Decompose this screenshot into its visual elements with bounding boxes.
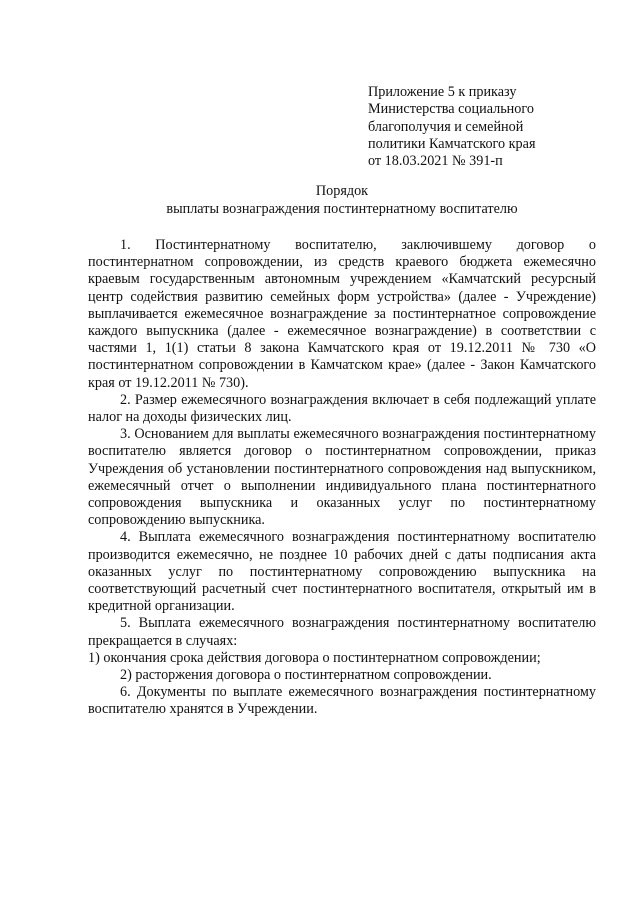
paragraph-3: 3. Основанием для выплаты ежемесячного вознаграждения постинтернатному воспитателю является договор о постинтернатном сопровождении, приказ Учреждения об установлении постинтернатного сопровождения над выпускником, ежемесячный отчет о выполнении индивидуального плана постинтернатного сопровождения выпускника и оказанных услуг по постинтернатному сопровождению выпускника. [88,426,596,529]
approval-line: от 18.03.2021 № 391-п [368,153,503,170]
paragraph-5-item-2: 2) расторжения договора о постинтернатном сопровождении. [120,667,492,684]
document-title [88,183,596,218]
paragraph-5: 5. Выплата ежемесячного вознаграждения постинтернатному воспитателю прекращается в случаях: [88,615,596,649]
paragraph-4: 4. Выплата ежемесячного вознаграждения постинтернатному воспитателю производится ежемесячно, не позднее 10 рабочих дней с даты подписания акта оказанных услуг по постинтернатному сопровождению выпускника на соответствующий расчетный счет постинтернатного воспитателя, открытый им в кредитной организации. [88,529,596,615]
title-line-2: выплаты вознаграждения постинтернатному воспитателю [166,200,518,217]
document-body [88,237,596,719]
approval-line: благополучия и семейной [368,118,524,135]
paragraph-5-item-1: 1) окончания срока действия договора о постинтернатном сопровождении; [88,649,541,666]
paragraph-1: 1. Постинтернатному воспитателю, заключившему договор о постинтернатном сопровождении, из средств краевого бюджета ежемесячно краевым государственным автономным учреждением «Камчатский ресурсный центр содействия развитию семейных форм устройства» (далее - Учреждение) выплачивается ежемесячное вознаграждение за постинтернатное сопровождение каждого выпускника (далее - ежемесячное вознаграждение) в соответствии с частями 1, 1(1) статьи 8 закона Камчатского края от 19.12.2011 № 730 «О постинтернатном сопровождении в Камчатском крае» (далее - Закон Камчатского края от 19.12.2011 № 730). [88,237,596,391]
title-line-1: Порядок [315,183,369,199]
approval-line: политики Камчатского края [368,135,536,152]
paragraph-2: 2. Размер ежемесячного вознаграждения включает в себя подлежащий уплате налог на доходы физических лиц. [88,391,596,426]
approval-line: Приложение 5 к приказу [368,84,517,100]
approval-line: Министерства социального [368,101,534,118]
paragraph-6: 6. Документы по выплате ежемесячного вознаграждения постинтернатному воспитателю хранятся в Учреждении. [88,684,596,718]
approval-block [368,84,608,170]
